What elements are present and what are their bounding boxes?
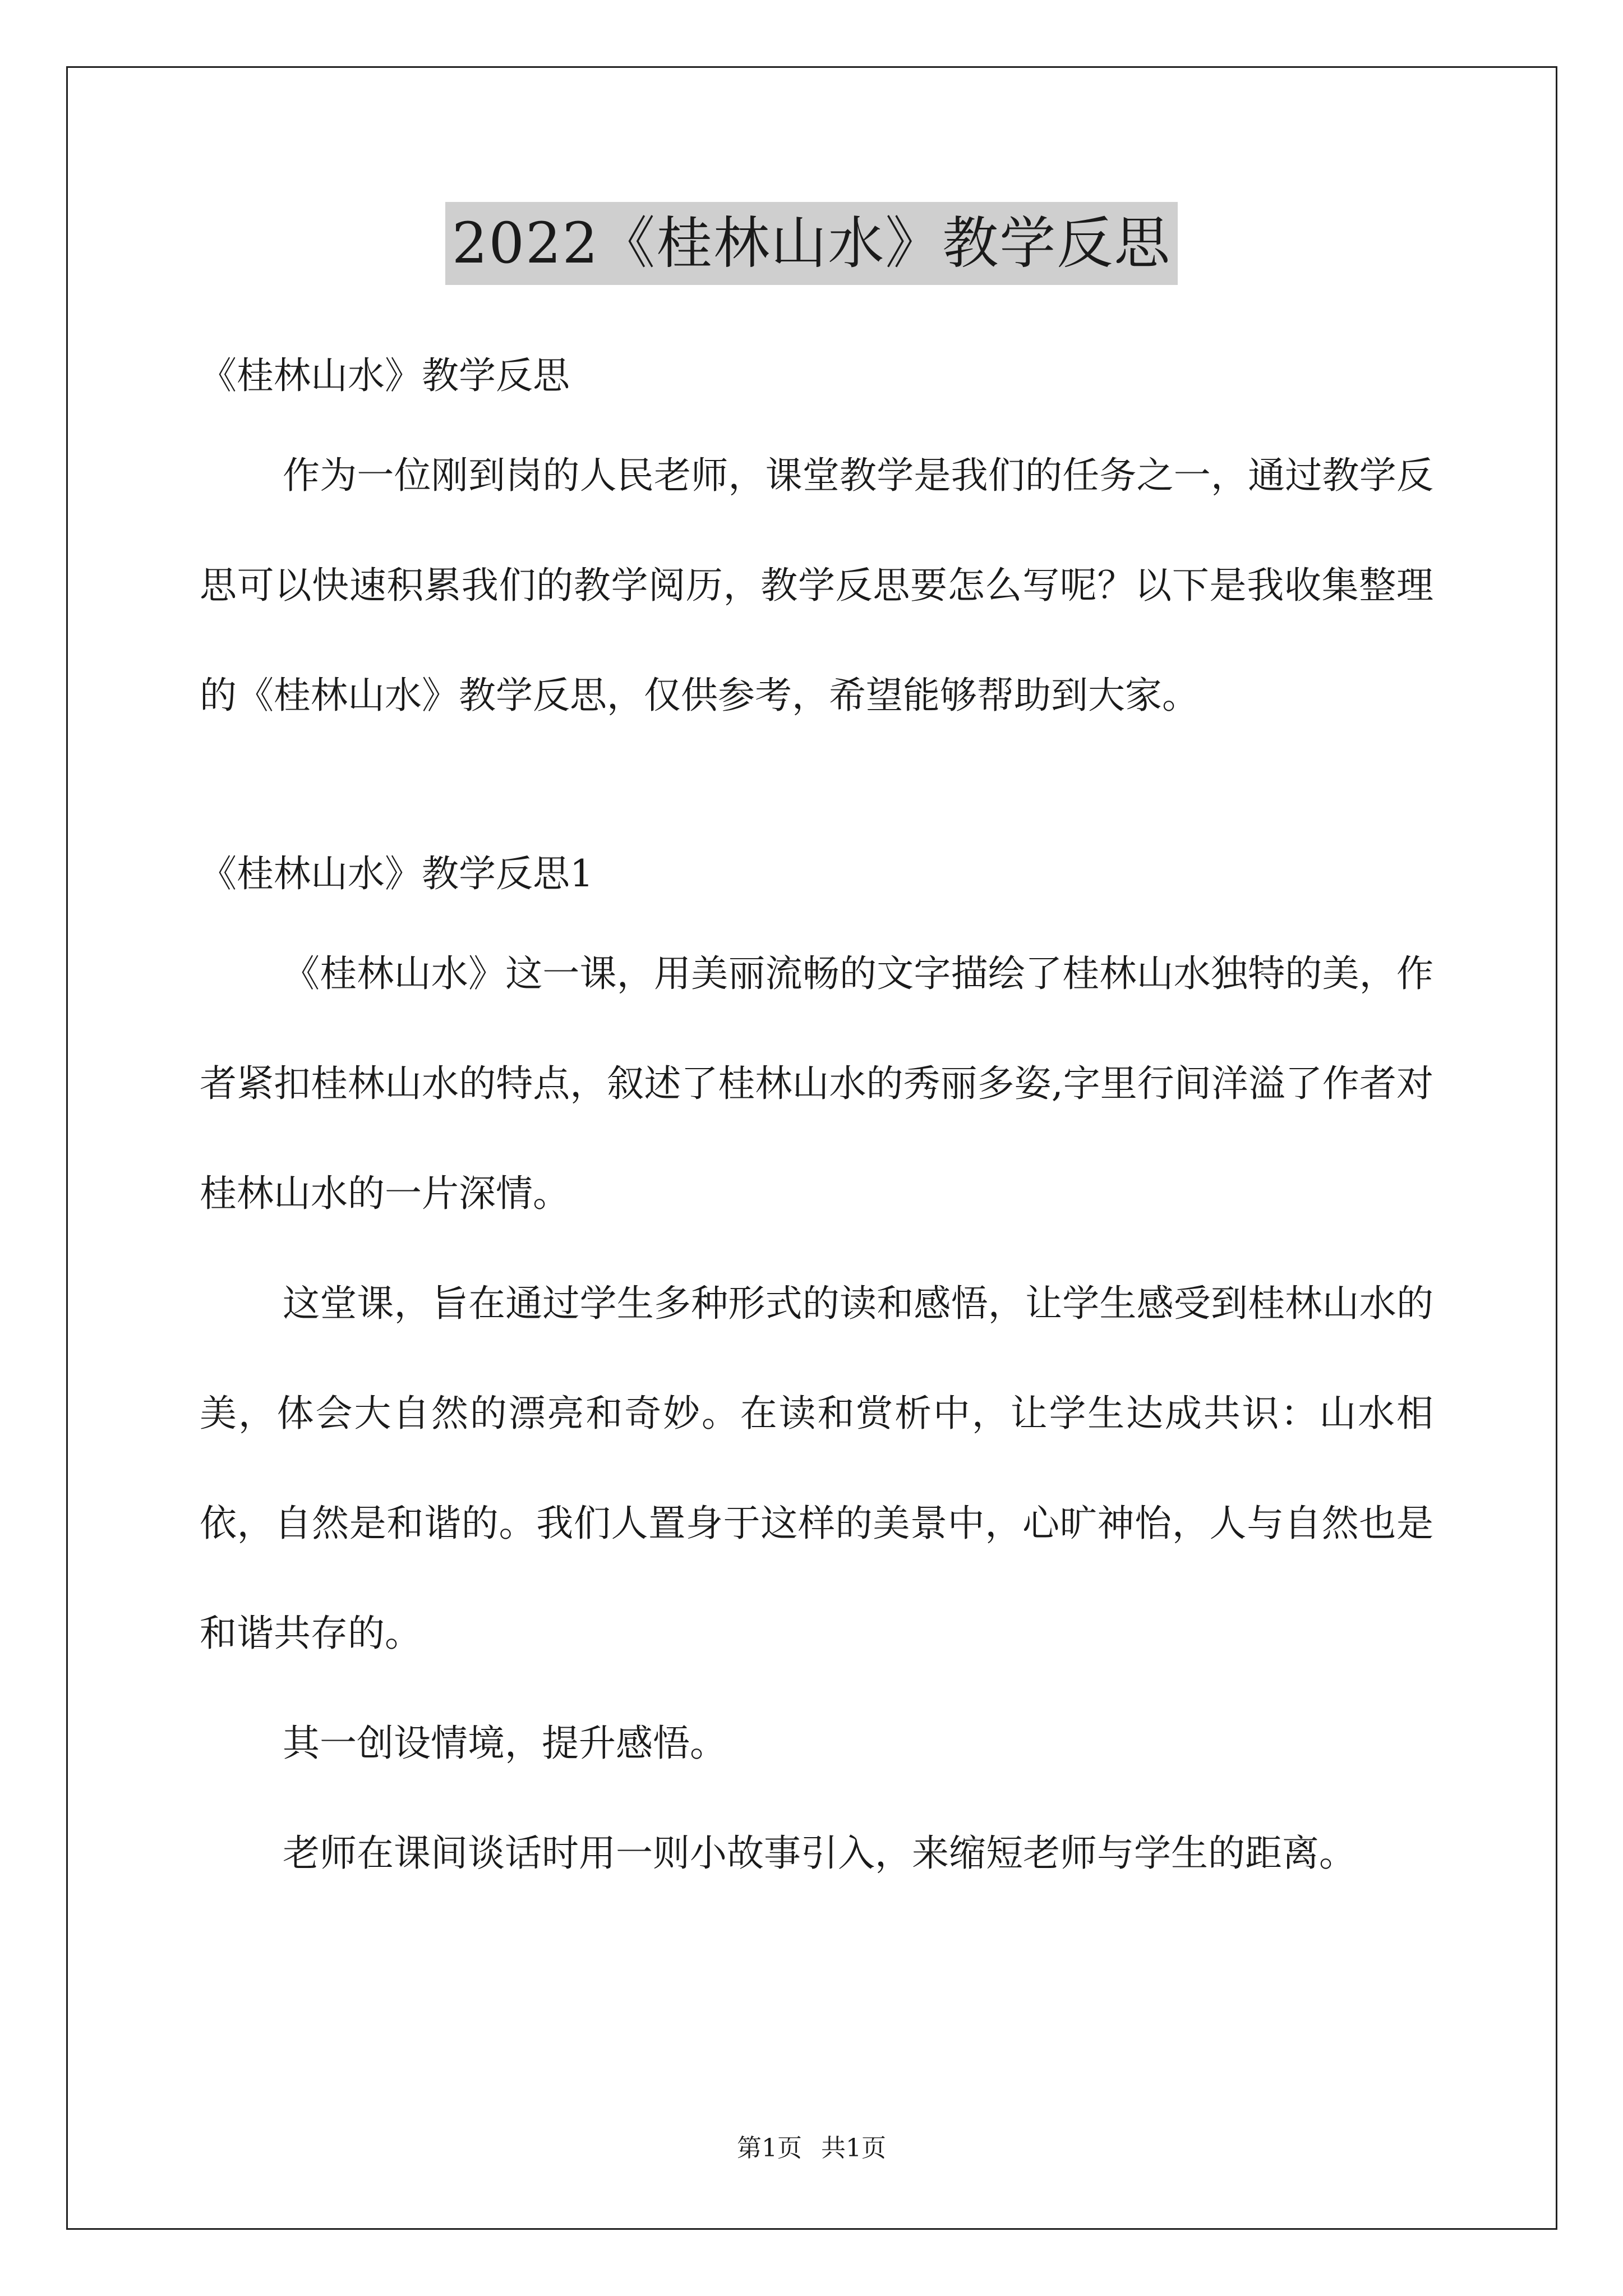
document-body <box>200 314 1433 1908</box>
page-footer <box>0 2132 1623 2165</box>
intro-paragraph: 作为一位刚到岗的人民老师，课堂教学是我们的任务之一，通过教学反思可以快速积累我们的教学阅历，教学反思要怎么写呢？以下是我收集整理的《桂林山水》教学反思，仅供参考，希望能够帮助到大家。 <box>200 454 1433 717</box>
paragraph: 这堂课，旨在通过学生多种形式的读和感悟，让学生感受到桂林山水的美，体会大自然的漂亮和奇妙。在读和赏析中，让学生达成共识：山水相依，自然是和谐的。我们人置身于这样的美景中，心旷神怡，人与自然也是和谐共存的。 <box>200 1282 1433 1655</box>
title-wrap <box>0 202 1623 285</box>
page-number: 第1页 <box>737 2134 802 2162</box>
paragraph: 其一创设情境，提升感悟。 <box>283 1722 727 1765</box>
document-title: 2022《桂林山水》教学反思 <box>445 202 1178 285</box>
paragraph: 《桂林山水》这一课，用美丽流畅的文字描绘了桂林山水独特的美，作者紧扣桂林山水的特点，叙述了桂林山水的秀丽多姿,字里行间洋溢了作者对桂林山水的一片深情。 <box>200 952 1433 1215</box>
section-heading-1: 《桂林山水》教学反思1 <box>200 852 593 895</box>
paragraph: 老师在课间谈话时用一则小故事引入，来缩短老师与学生的距离。 <box>283 1832 1356 1875</box>
page-total: 共1页 <box>821 2134 886 2162</box>
section-heading-main: 《桂林山水》教学反思 <box>200 354 570 397</box>
